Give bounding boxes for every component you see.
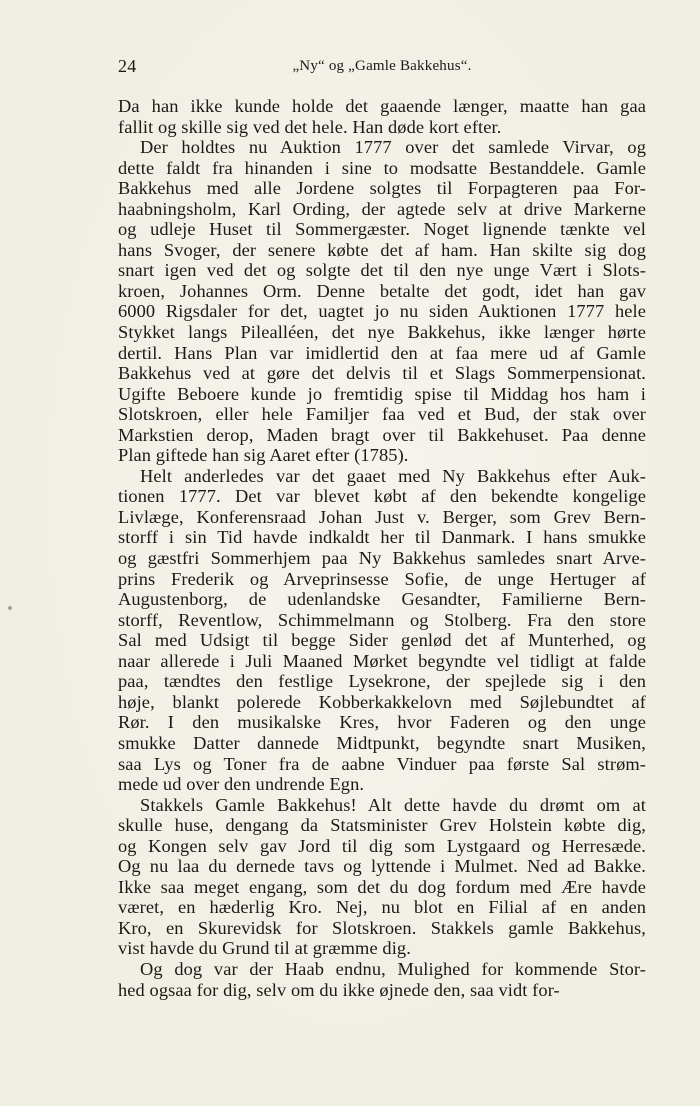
text-line: hed ogsaa for dig, selv om du ikke øjnede den, saa vidt for- xyxy=(118,979,560,1000)
paragraph xyxy=(118,795,646,959)
text-line: dertil. Hans Plan var imidlertid den at faa mere ud af Gamle xyxy=(118,342,646,363)
text-line: vist havde du Grund til at græmme dig. xyxy=(118,938,411,959)
text-line: hans Svoger, der senere købte det af ham. Han skilte sig dog xyxy=(118,239,646,260)
paper-speck xyxy=(8,606,12,610)
text-line: naar allerede i Juli Maaned Mørket begyndte vel tidligt at falde xyxy=(118,650,646,671)
text-line: 6000 Rigsdaler for det, uagtet jo nu siden Auktionen 1777 hele xyxy=(118,301,646,322)
paragraph xyxy=(118,466,646,795)
text-line: Livlæge, Konferensraad Johan Just v. Berger, som Grev Bern- xyxy=(118,506,646,527)
text-line: og udleje Huset til Sommergæster. Noget lignende tænkte vel xyxy=(118,219,646,240)
text-line: smukke Datter dannede Midtpunkt, begyndte snart Musiken, xyxy=(118,732,646,753)
text-line: høje, blankt polerede Kobberkakkelovn med Søjlebundtet af xyxy=(118,691,646,712)
text-line: Og dog var der Haab endnu, Mulighed for kommende Stor- xyxy=(140,958,646,979)
text-line: Stykket langs Pilealléen, det nye Bakkehus, ikke længer hørte xyxy=(118,322,646,343)
text-line: Bakkehus med alle Jordene solgtes til Forpagteren paa For- xyxy=(118,178,646,199)
text-line: Og nu laa du dernede tavs og lyttende i Mulmet. Ned ad Bakke. xyxy=(118,856,646,877)
text-line: dette faldt fra hinanden i sine to modsatte Bestanddele. Gamle xyxy=(118,157,646,178)
text-line: Der holdtes nu Auktion 1777 over det samlede Virvar, og xyxy=(140,137,646,158)
page-number: 24 xyxy=(118,56,137,76)
paragraph xyxy=(118,959,646,1000)
text-line: Bakkehus ved at gøre det delvis til et Slags Sommerpensionat. xyxy=(118,363,646,384)
text-line: Markstien derop, Maden bragt over til Bakkehuset. Paa denne xyxy=(118,424,646,445)
text-line: Augustenborg, de udenlandske Gesandter, Familierne Bern- xyxy=(118,589,646,610)
text-line: Plan giftede han sig Aaret efter (1785). xyxy=(118,445,409,466)
text-line: saa Lys og Toner fra de aabne Vinduer paa første Sal strøm- xyxy=(118,753,646,774)
text-line: tionen 1777. Det var blevet købt af den bekendte kongelige xyxy=(118,486,646,507)
text-line: skulle huse, dengang da Statsminister Grev Holstein købte dig, xyxy=(118,815,646,836)
text-line: kroen, Johannes Orm. Denne betalte det godt, idet han gav xyxy=(118,280,646,301)
text-line: Da han ikke kunde holde det gaaende længer, maatte han gaa xyxy=(118,96,646,116)
paragraph xyxy=(118,96,646,137)
text-line: storff i sin Tid havde indkaldt her til Danmark. I hans smukke xyxy=(118,527,646,548)
text-line: Kro, en Skurevidsk for Slotskroen. Stakkels gamle Bakkehus, xyxy=(118,917,646,938)
text-line: paa, tændtes den festlige Lysekrone, der spejlede sig i den xyxy=(118,671,646,692)
text-line: og gæstfri Sommerhjem paa Ny Bakkehus samledes snart Arve- xyxy=(118,548,646,569)
text-line: storff, Reventlow, Schimmelmann og Stolberg. Fra den store xyxy=(118,609,646,630)
text-line: Slotskroen, eller hele Familjer faa ved et Bud, der stak over xyxy=(118,404,646,425)
page-header xyxy=(118,56,646,82)
text-line: mede ud over den undrende Egn. xyxy=(118,774,365,795)
body-text xyxy=(118,96,646,1000)
text-line: snart igen ved det og solgte det til den nye unge Vært i Slots- xyxy=(118,260,646,281)
text-line: Sal med Udsigt til begge Sider genlød det af Munterhed, og xyxy=(118,630,646,651)
text-line: Helt anderledes var det gaaet med Ny Bakkehus efter Auk- xyxy=(140,465,646,486)
running-title: „Ny“ og „Gamle Bakkehus“. xyxy=(292,58,472,74)
text-line: Rør. I den musikalske Kres, hvor Faderen og den unge xyxy=(118,712,646,733)
text-line: prins Frederik og Arveprinsesse Sofie, de unge Hertuger af xyxy=(118,568,646,589)
text-line: været, en hæderlig Kro. Nej, nu blot en Filial af en anden xyxy=(118,897,646,918)
text-line: haabningsholm, Karl Ording, der agtede selv at drive Markerne xyxy=(118,198,646,219)
text-line: Ugifte Beboere kunde jo fremtidig spise til Middag hos ham i xyxy=(118,383,646,404)
text-line: Stakkels Gamle Bakkehus! Alt dette havde du drømt om at xyxy=(140,794,646,815)
text-line: og Kongen selv gav Jord til dig som Lystgaard og Herresæde. xyxy=(118,835,646,856)
paragraph xyxy=(118,137,646,466)
text-line: fallit og skille sig ved det hele. Han døde kort efter. xyxy=(118,116,502,137)
text-line: Ikke saa meget engang, som det du dog fordum med Ære havde xyxy=(118,876,646,897)
